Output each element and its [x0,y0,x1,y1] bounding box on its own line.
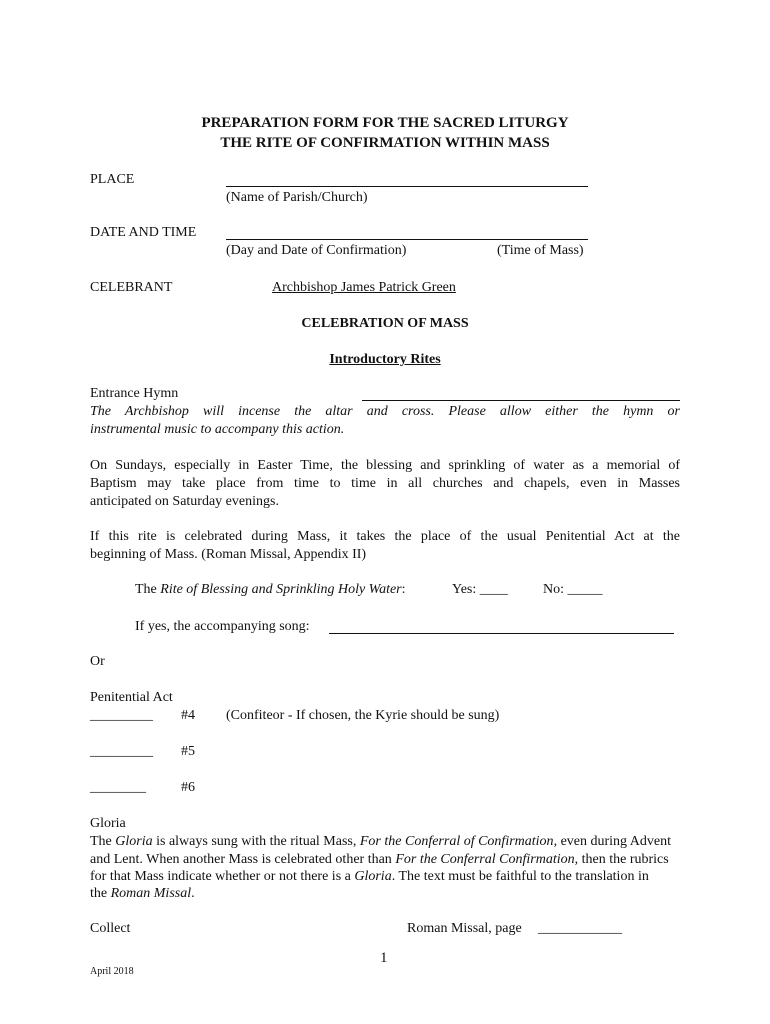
introductory-rites-heading: Introductory Rites [329,352,441,367]
place-field[interactable] [226,186,588,187]
celebrant-value: Archbishop James Patrick Green [272,280,456,295]
gloria-text-seg: , then the rubrics [574,852,669,867]
gloria-text-seg: Gloria [354,869,392,884]
gloria-text-seg: and Lent. When another Mass is celebrated other than [90,852,396,867]
or-label: Or [90,654,105,669]
gloria-text-seg: , even during Advent [553,834,671,849]
celebrant-label: CELEBRANT [90,280,173,295]
gloria-text-line-2 [90,851,669,869]
sprinkling-rite-name: Rite of Blessing and Sprinkling Holy Water [160,582,402,597]
revision-date: April 2018 [90,966,134,977]
entrance-hymn-note-line-1: The Archbishop will incense the altar and cross. Please allow either the hymn or [90,404,680,419]
form-title-line-1: PREPARATION FORM FOR THE SACRED LITURGY [201,115,569,131]
sprinkling-yes-field[interactable]: Yes: ____ [452,582,508,597]
penitential-act-label: Penitential Act [90,690,173,705]
rite-paragraph-line-1: If this rite is celebrated during Mass, it takes the place of the usual Penitential Act at the [90,529,680,544]
gloria-text-line-3 [90,868,649,886]
time-caption: (Time of Mass) [497,243,584,258]
form-title-line-2: THE RITE OF CONFIRMATION WITHIN MASS [220,135,550,151]
sundays-paragraph-line-2: Baptism may take place from time to time in all churches and chapels, even in Masses [90,476,680,491]
sprinkling-rite-line [135,581,406,599]
accompanying-song-label: If yes, the accompanying song: [135,619,310,634]
gloria-text-seg: is always sung with the ritual Mass, [152,834,360,849]
penitential-option-4-number: #4 [181,708,195,723]
accompanying-song-field[interactable] [329,633,674,634]
collect-label: Collect [90,921,131,936]
penitential-option-5-blank[interactable]: _________ [90,744,153,759]
gloria-text-line-1 [90,833,671,851]
gloria-text-seg: the [90,886,111,901]
gloria-text-seg: Roman Missal [110,886,192,901]
penitential-option-5-number: #5 [181,744,195,759]
date-time-field[interactable] [226,239,588,240]
gloria-text-line-4 [90,885,195,903]
gloria-text-seg: For the Conferral Confirmation [395,852,575,867]
sprinkling-no-field[interactable]: No: _____ [543,582,603,597]
entrance-hymn-field[interactable] [362,400,680,401]
sprinkling-suffix: : [401,582,406,597]
page-number: 1 [380,950,388,966]
penitential-option-4-blank[interactable]: _________ [90,708,153,723]
sprinkling-prefix: The [135,582,161,597]
gloria-text-seg: Gloria [115,834,153,849]
gloria-text-seg: . [191,886,195,901]
date-time-label: DATE AND TIME [90,225,197,240]
place-caption: (Name of Parish/Church) [226,190,368,205]
penitential-option-4-note: (Confiteor - If chosen, the Kyrie should be sung) [226,708,500,723]
collect-page-label: Roman Missal, page [407,921,522,936]
celebration-heading: CELEBRATION OF MASS [301,316,469,331]
place-label: PLACE [90,172,135,187]
gloria-text-seg: For the Conferral of Confirmation [359,834,554,849]
gloria-text-seg: . The text must be faithful to the translation in [391,869,649,884]
penitential-option-6-blank[interactable]: ________ [90,780,146,795]
gloria-text-seg: The [90,834,116,849]
entrance-hymn-label: Entrance Hymn [90,386,179,401]
gloria-heading: Gloria [90,816,126,831]
gloria-text-seg: for that Mass indicate whether or not there is a [90,869,355,884]
date-caption: (Day and Date of Confirmation) [226,243,407,258]
sundays-paragraph-line-3: anticipated on Saturday evenings. [90,494,279,509]
collect-page-field[interactable]: ____________ [538,921,622,936]
penitential-option-6-number: #6 [181,780,195,795]
rite-paragraph-line-2: beginning of Mass. (Roman Missal, Appendix II) [90,547,367,562]
sundays-paragraph-line-1: On Sundays, especially in Easter Time, the blessing and sprinkling of water as a memorial of [90,458,680,473]
entrance-hymn-note-line-2: instrumental music to accompany this action. [90,422,345,437]
